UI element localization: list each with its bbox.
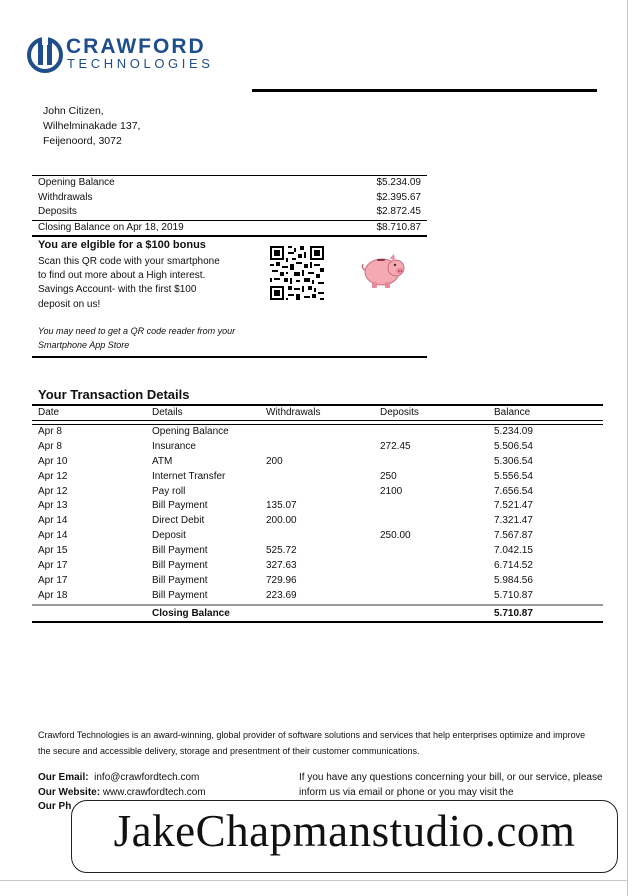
table-cell: 223.69 <box>266 589 297 601</box>
summary-value: $8.710.87 <box>376 221 421 233</box>
crawford-logo-icon <box>27 37 63 73</box>
table-row <box>32 485 603 500</box>
address-line: John Citizen, <box>43 105 104 117</box>
table-cell: ATM <box>152 455 173 467</box>
table-row <box>32 529 603 544</box>
email-link[interactable]: info@crawfordtech.com <box>94 772 200 783</box>
qr-code-icon[interactable] <box>270 246 324 300</box>
summary-row <box>32 176 427 191</box>
table-cell: 2100 <box>380 485 403 497</box>
table-cell: Deposit <box>152 530 186 542</box>
table-cell: 5.556.54 <box>494 470 533 482</box>
promo-divider <box>32 356 427 358</box>
table-cell: Bill Payment <box>152 500 208 512</box>
table-cell: Apr 14 <box>38 515 68 527</box>
table-cell: 5.234.09 <box>494 426 533 437</box>
table-cell: Apr 8 <box>38 440 62 452</box>
table-cell: 200 <box>266 455 283 467</box>
page-edge <box>627 0 628 896</box>
address-line: Feijenoord, 3072 <box>43 135 122 147</box>
column-header: Details <box>152 407 183 418</box>
column-header: Date <box>38 407 60 418</box>
table-cell: Apr 12 <box>38 485 68 497</box>
table-cell: 5.306.54 <box>494 455 533 467</box>
table-cell: 250.00 <box>380 530 411 542</box>
column-header: Balance <box>494 407 531 418</box>
table-cell: 6.714.52 <box>494 560 533 572</box>
table-row <box>32 559 603 574</box>
table-cell: 5.984.56 <box>494 574 533 586</box>
table-cell: 250 <box>380 470 397 482</box>
summary-label: Deposits <box>38 206 77 217</box>
contact-note: If you have any questions concerning your bill, or our service, please inform us via email or phone or you may visit the <box>299 772 603 798</box>
logo-subtitle: TECHNOLOGIES <box>67 56 214 71</box>
customer-address <box>43 104 140 149</box>
table-cell: Opening Balance <box>152 426 229 437</box>
table-cell: Direct Debit <box>152 515 205 527</box>
summary-label: Opening Balance <box>38 177 115 188</box>
table-cell: Bill Payment <box>152 589 208 601</box>
logo-name: CRAWFORD <box>66 35 206 58</box>
table-cell: Apr 15 <box>38 545 68 557</box>
table-cell: Apr 17 <box>38 560 68 572</box>
company-about: Crawford Technologies is an award-winning, global provider of software solutions and services that help enterprises optimize and improve the secure and accessible delivery, storage and presentment of their customer communications. <box>38 730 586 756</box>
table-row <box>32 425 603 440</box>
promo-body: Scan this QR code with your smartphone to find out more about a High interest. Savings Account- with the first $100 deposit on us! <box>38 256 220 310</box>
table-cell: 135.07 <box>266 500 297 512</box>
table-cell: Insurance <box>152 440 196 452</box>
table-row <box>32 589 603 604</box>
table-cell: Internet Transfer <box>152 470 226 482</box>
promo-title: You are elgible for a $100 bonus <box>38 239 206 251</box>
table-cell: Apr 8 <box>38 426 62 437</box>
table-cell: 7.521.47 <box>494 500 533 512</box>
column-header: Deposits <box>380 407 419 418</box>
summary-row-closing <box>32 220 427 236</box>
email-label: Our Email: <box>38 772 89 783</box>
table-cell: Apr 13 <box>38 500 68 512</box>
website-line <box>38 786 206 801</box>
header-divider <box>252 89 597 92</box>
promo-note: You may need to get a QR code reader from your Smartphone App Store <box>38 326 236 350</box>
table-cell: Apr 17 <box>38 574 68 586</box>
closing-label: Closing Balance <box>152 607 230 619</box>
table-cell: 200.00 <box>266 515 297 527</box>
table-cell: Pay roll <box>152 485 186 497</box>
company-logo <box>27 37 257 73</box>
summary-divider <box>32 235 427 237</box>
table-row <box>32 544 603 559</box>
summary-value: $2.872.45 <box>376 206 421 217</box>
summary-value: $2.395.67 <box>376 191 421 203</box>
table-row <box>32 470 603 485</box>
table-body <box>32 425 603 604</box>
table-cell: Apr 12 <box>38 470 68 482</box>
closing-value: 5.710.87 <box>494 607 533 619</box>
transactions-table <box>32 404 603 623</box>
website-link[interactable]: www.crawfordtech.com <box>102 786 206 798</box>
account-summary <box>32 175 427 235</box>
table-cell: 729.96 <box>266 574 297 586</box>
piggy-bank-icon <box>360 250 406 290</box>
address-line: Wilhelminakade 137, <box>43 120 141 132</box>
summary-value: $5.234.09 <box>376 177 421 188</box>
table-row <box>32 499 603 514</box>
column-header: Withdrawals <box>266 407 321 418</box>
transactions-title: Your Transaction Details <box>38 387 190 402</box>
table-cell: Apr 10 <box>38 455 68 467</box>
table-cell: 5.506.54 <box>494 440 533 452</box>
website-label: Our Website: <box>38 786 101 798</box>
summary-label: Closing Balance on Apr 18, 2019 <box>38 221 184 233</box>
table-row-closing <box>32 604 603 621</box>
table-cell: Bill Payment <box>152 560 208 572</box>
table-cell: Apr 18 <box>38 589 68 601</box>
summary-label: Withdrawals <box>38 191 93 203</box>
table-cell: Apr 14 <box>38 530 68 542</box>
table-cell: 7.042.15 <box>494 545 533 557</box>
table-cell: Bill Payment <box>152 574 208 586</box>
email-line <box>38 771 206 786</box>
table-cell: 272.45 <box>380 440 411 452</box>
table-cell: 7.321.47 <box>494 515 533 527</box>
table-row <box>32 455 603 470</box>
page-edge <box>0 880 628 881</box>
watermark-banner <box>71 800 618 873</box>
summary-row <box>32 205 427 220</box>
watermark-text: JakeChapmanstudio.com <box>113 806 576 856</box>
table-cell: 327.63 <box>266 560 297 572</box>
table-cell: 525.72 <box>266 545 297 557</box>
table-bottom-rule <box>32 621 603 623</box>
table-cell: Bill Payment <box>152 545 208 557</box>
summary-row <box>32 191 427 206</box>
table-row <box>32 574 603 589</box>
table-header <box>32 406 603 421</box>
phone-label: Our Ph <box>38 801 72 812</box>
table-cell: 7.567.87 <box>494 530 533 542</box>
table-row <box>32 440 603 455</box>
table-row <box>32 514 603 529</box>
table-cell: 7.656.54 <box>494 485 533 497</box>
table-cell: 5.710.87 <box>494 589 533 601</box>
